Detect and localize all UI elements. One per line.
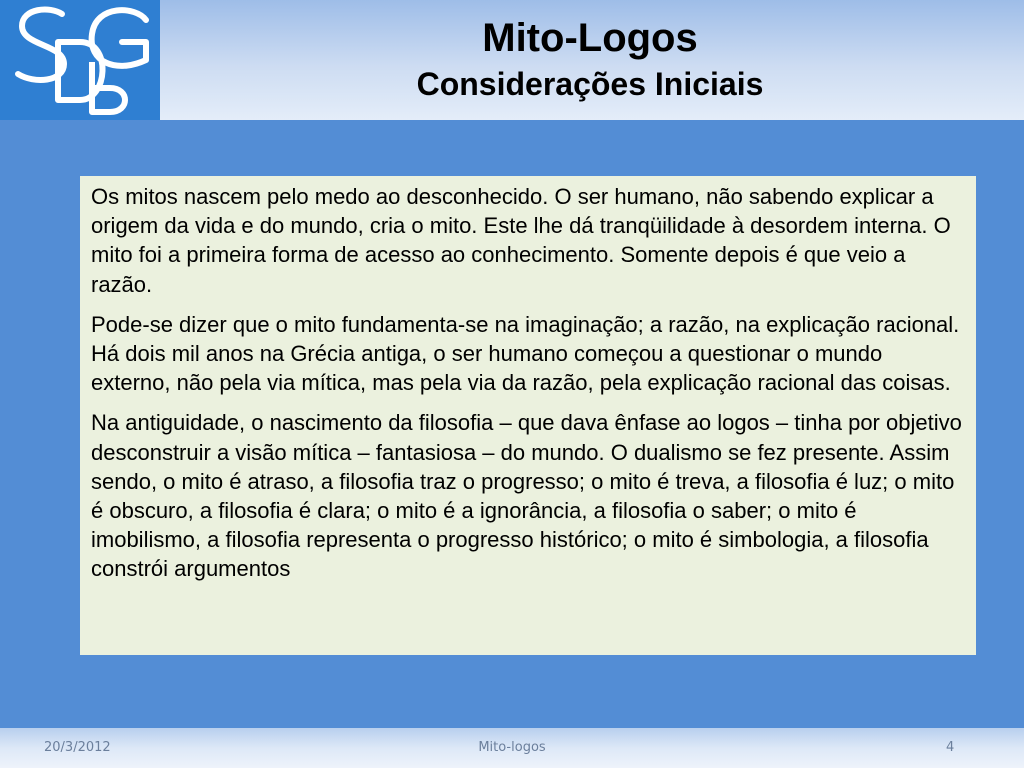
slide-title: Mito-Logos [482,16,698,60]
title-block [160,0,1024,120]
footer-page-number: 4 [946,740,955,755]
slide-subtitle: Considerações Iniciais [416,66,764,102]
slide-footer [0,728,1024,768]
paragraph-1: Os mitos nascem pelo medo ao desconhecido. O ser humano, não sabendo explicar a origem da vida e do mundo, cria o mito. Este lhe dá tranqüilidade à desordem interna. O mito foi a primeira forma de acesso ao conhecimento. Somente depois é que veio a razão. [91,184,951,297]
footer-date: 20/3/2012 [44,740,111,755]
footer-title: Mito-logos [478,740,546,755]
sdg-logo [0,0,160,120]
content-text-box [80,176,976,655]
paragraph-3: Na antiguidade, o nascimento da filosofia – que dava ênfase ao logos – tinha por objetivo desconstruir a visão mítica – fantasiosa – do mundo. O dualismo se fez presente. Assim sendo, o mito é atraso, a filosofia traz o progresso; o mito é treva, a filosofia é luz; o mito é obscuro, a filosofia é clara; o mito é a ignorância, a filosofia o saber; o mito é imobilismo, a filosofia representa o progresso histórico; o mito é simbologia, a filosofia constrói argumentos [91,410,962,582]
sdg-logo-graphic [0,0,160,120]
paragraph-2: Pode-se dizer que o mito fundamenta-se na imaginação; a razão, na explicação racional. Há dois mil anos na Grécia antiga, o ser humano começou a questionar o mundo externo, não pela via mítica, mas pela via da razão, pela explicação racional das coisas. [91,311,960,396]
slide-header [0,0,1024,120]
